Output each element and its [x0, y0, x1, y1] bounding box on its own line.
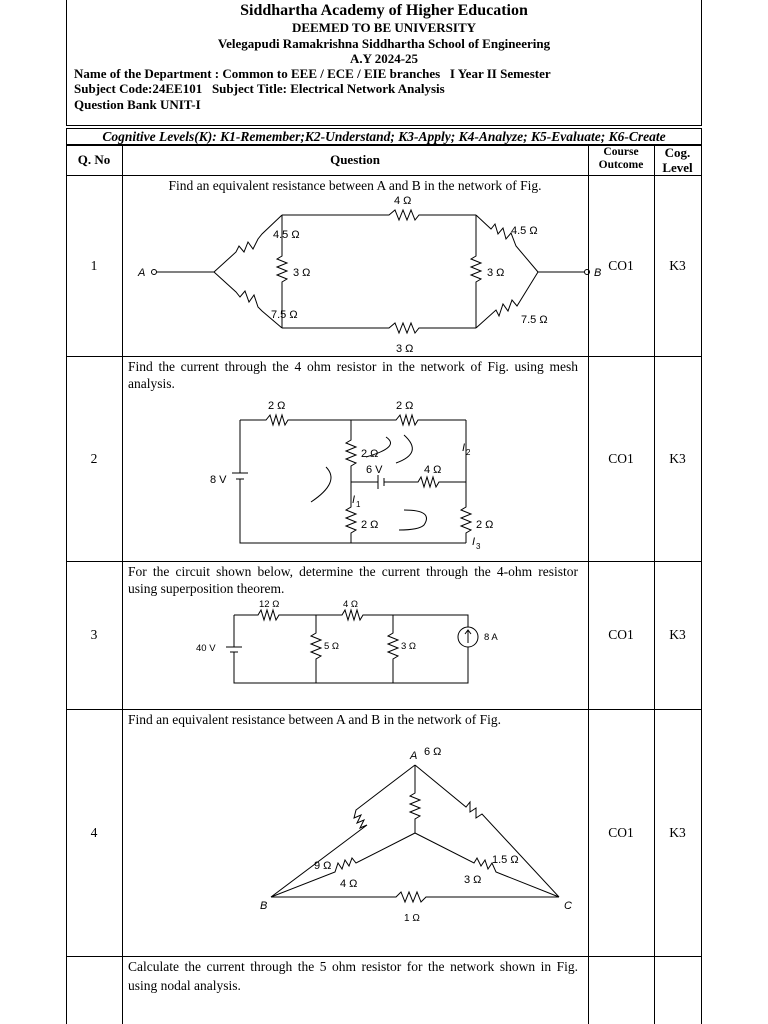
- node-c: C: [564, 900, 572, 912]
- svg-text:3: 3: [476, 542, 481, 551]
- figure-bridge-network: [138, 192, 602, 357]
- label-r6: 2 Ω: [476, 519, 494, 531]
- label-r-top: 4 Ω: [394, 195, 412, 207]
- label-i3: I: [472, 536, 476, 548]
- cognitive-level: K3: [669, 451, 686, 466]
- cognitive-level: K3: [669, 627, 686, 642]
- label-r4: 4 Ω: [340, 878, 358, 890]
- cognitive-levels: Cognitive Levels(K): K1-Remember;K2-Understand; K3-Apply; K4-Analyze; K5-Evaluate; K6-Create: [66, 128, 702, 145]
- question-text: For the circuit shown below, determine the current through the 4-ohm resistor using superposition theorem.: [128, 564, 578, 596]
- question-bank-title: Question Bank UNIT-I: [74, 97, 201, 112]
- label-r-lower-left: 7.5 Ω: [271, 309, 298, 321]
- label-r2: 2 Ω: [396, 400, 414, 412]
- course-outcome: CO1: [608, 258, 634, 273]
- question-table: [66, 145, 702, 1024]
- question-text: Calculate the current through the 5 ohm resistor for the network shown in Fig. using nodal analysis.: [128, 959, 578, 993]
- label-r4: 4 Ω: [343, 599, 359, 610]
- column-header-course-outcome: Course Outcome: [598, 146, 644, 171]
- question-number: 2: [90, 451, 98, 466]
- label-i2: I: [462, 442, 466, 454]
- question-text: Find an equivalent resistance between A and B in the network of Fig.: [128, 712, 502, 727]
- course-outcome: CO1: [608, 451, 634, 466]
- label-r-mid-right: 3 Ω: [487, 267, 505, 279]
- course-outcome: CO1: [608, 627, 634, 642]
- label-r-upper-right: 4.5 Ω: [511, 225, 538, 237]
- label-r1: 1 Ω: [404, 913, 420, 924]
- label-r6: 6 Ω: [424, 746, 442, 758]
- terminal-a: A: [138, 267, 146, 279]
- label-r5: 5 Ω: [324, 641, 340, 652]
- label-r9: 9 Ω: [314, 860, 332, 872]
- label-v6: 6 V: [366, 464, 383, 476]
- label-r3: 2 Ω: [361, 448, 379, 460]
- subject-line: Subject Code:24EE101 Subject Title: Electrical Network Analysis: [74, 81, 445, 96]
- question-text: Find an equivalent resistance between A and B in the network of Fig.: [168, 178, 542, 193]
- university-status: DEEMED TO BE UNIVERSITY: [291, 20, 477, 35]
- node-a: A: [410, 750, 418, 762]
- node-b: B: [260, 900, 268, 912]
- label-v40: 40 V: [196, 643, 216, 654]
- label-i8: 8 A: [484, 632, 498, 643]
- label-r12: 12 Ω: [259, 599, 280, 610]
- figure-superposition-circuit: [196, 597, 546, 697]
- label-r5: 2 Ω: [361, 519, 379, 531]
- label-r-lower-right: 7.5 Ω: [521, 314, 548, 326]
- svg-text:1: 1: [356, 500, 361, 509]
- label-r1-5: 1.5 Ω: [492, 854, 519, 866]
- department-line: Name of the Department : Common to EEE / ECE / EIE branches I Year II Semester: [74, 66, 551, 81]
- svg-text:2: 2: [466, 448, 471, 457]
- figure-triangle-network: [256, 745, 586, 924]
- academic-year: A.Y 2024-25: [349, 51, 419, 66]
- label-r4: 4 Ω: [424, 464, 442, 476]
- column-header-qno: Q. No: [77, 152, 111, 167]
- label-i1: I: [352, 494, 356, 506]
- label-r-bottom: 3 Ω: [396, 343, 414, 355]
- label-r3: 3 Ω: [401, 641, 417, 652]
- label-r1: 2 Ω: [268, 400, 286, 412]
- cognitive-level: K3: [669, 258, 686, 273]
- document-header: [66, 0, 702, 126]
- course-outcome: CO1: [608, 825, 634, 840]
- label-r-upper-left: 4.5 Ω: [273, 229, 300, 241]
- column-header-cog-level: Cog. Level: [662, 145, 693, 175]
- figure-mesh-circuit: [206, 395, 546, 550]
- label-r-mid-left: 3 Ω: [293, 267, 311, 279]
- institution-name: Siddhartha Academy of Higher Education: [240, 2, 528, 19]
- label-v8: 8 V: [210, 474, 227, 486]
- question-text: Find the current through the 4 ohm resistor in the network of Fig. using mesh analysis.: [128, 359, 578, 391]
- school-name: Velegapudi Ramakrishna Siddhartha School of Engineering: [217, 36, 551, 51]
- question-number: 4: [90, 825, 98, 840]
- question-number: 1: [90, 258, 98, 273]
- question-number: 3: [90, 627, 98, 642]
- column-header-question: Question: [330, 152, 380, 167]
- cognitive-level: K3: [669, 825, 686, 840]
- terminal-b: B: [594, 267, 602, 279]
- label-r3: 3 Ω: [464, 874, 482, 886]
